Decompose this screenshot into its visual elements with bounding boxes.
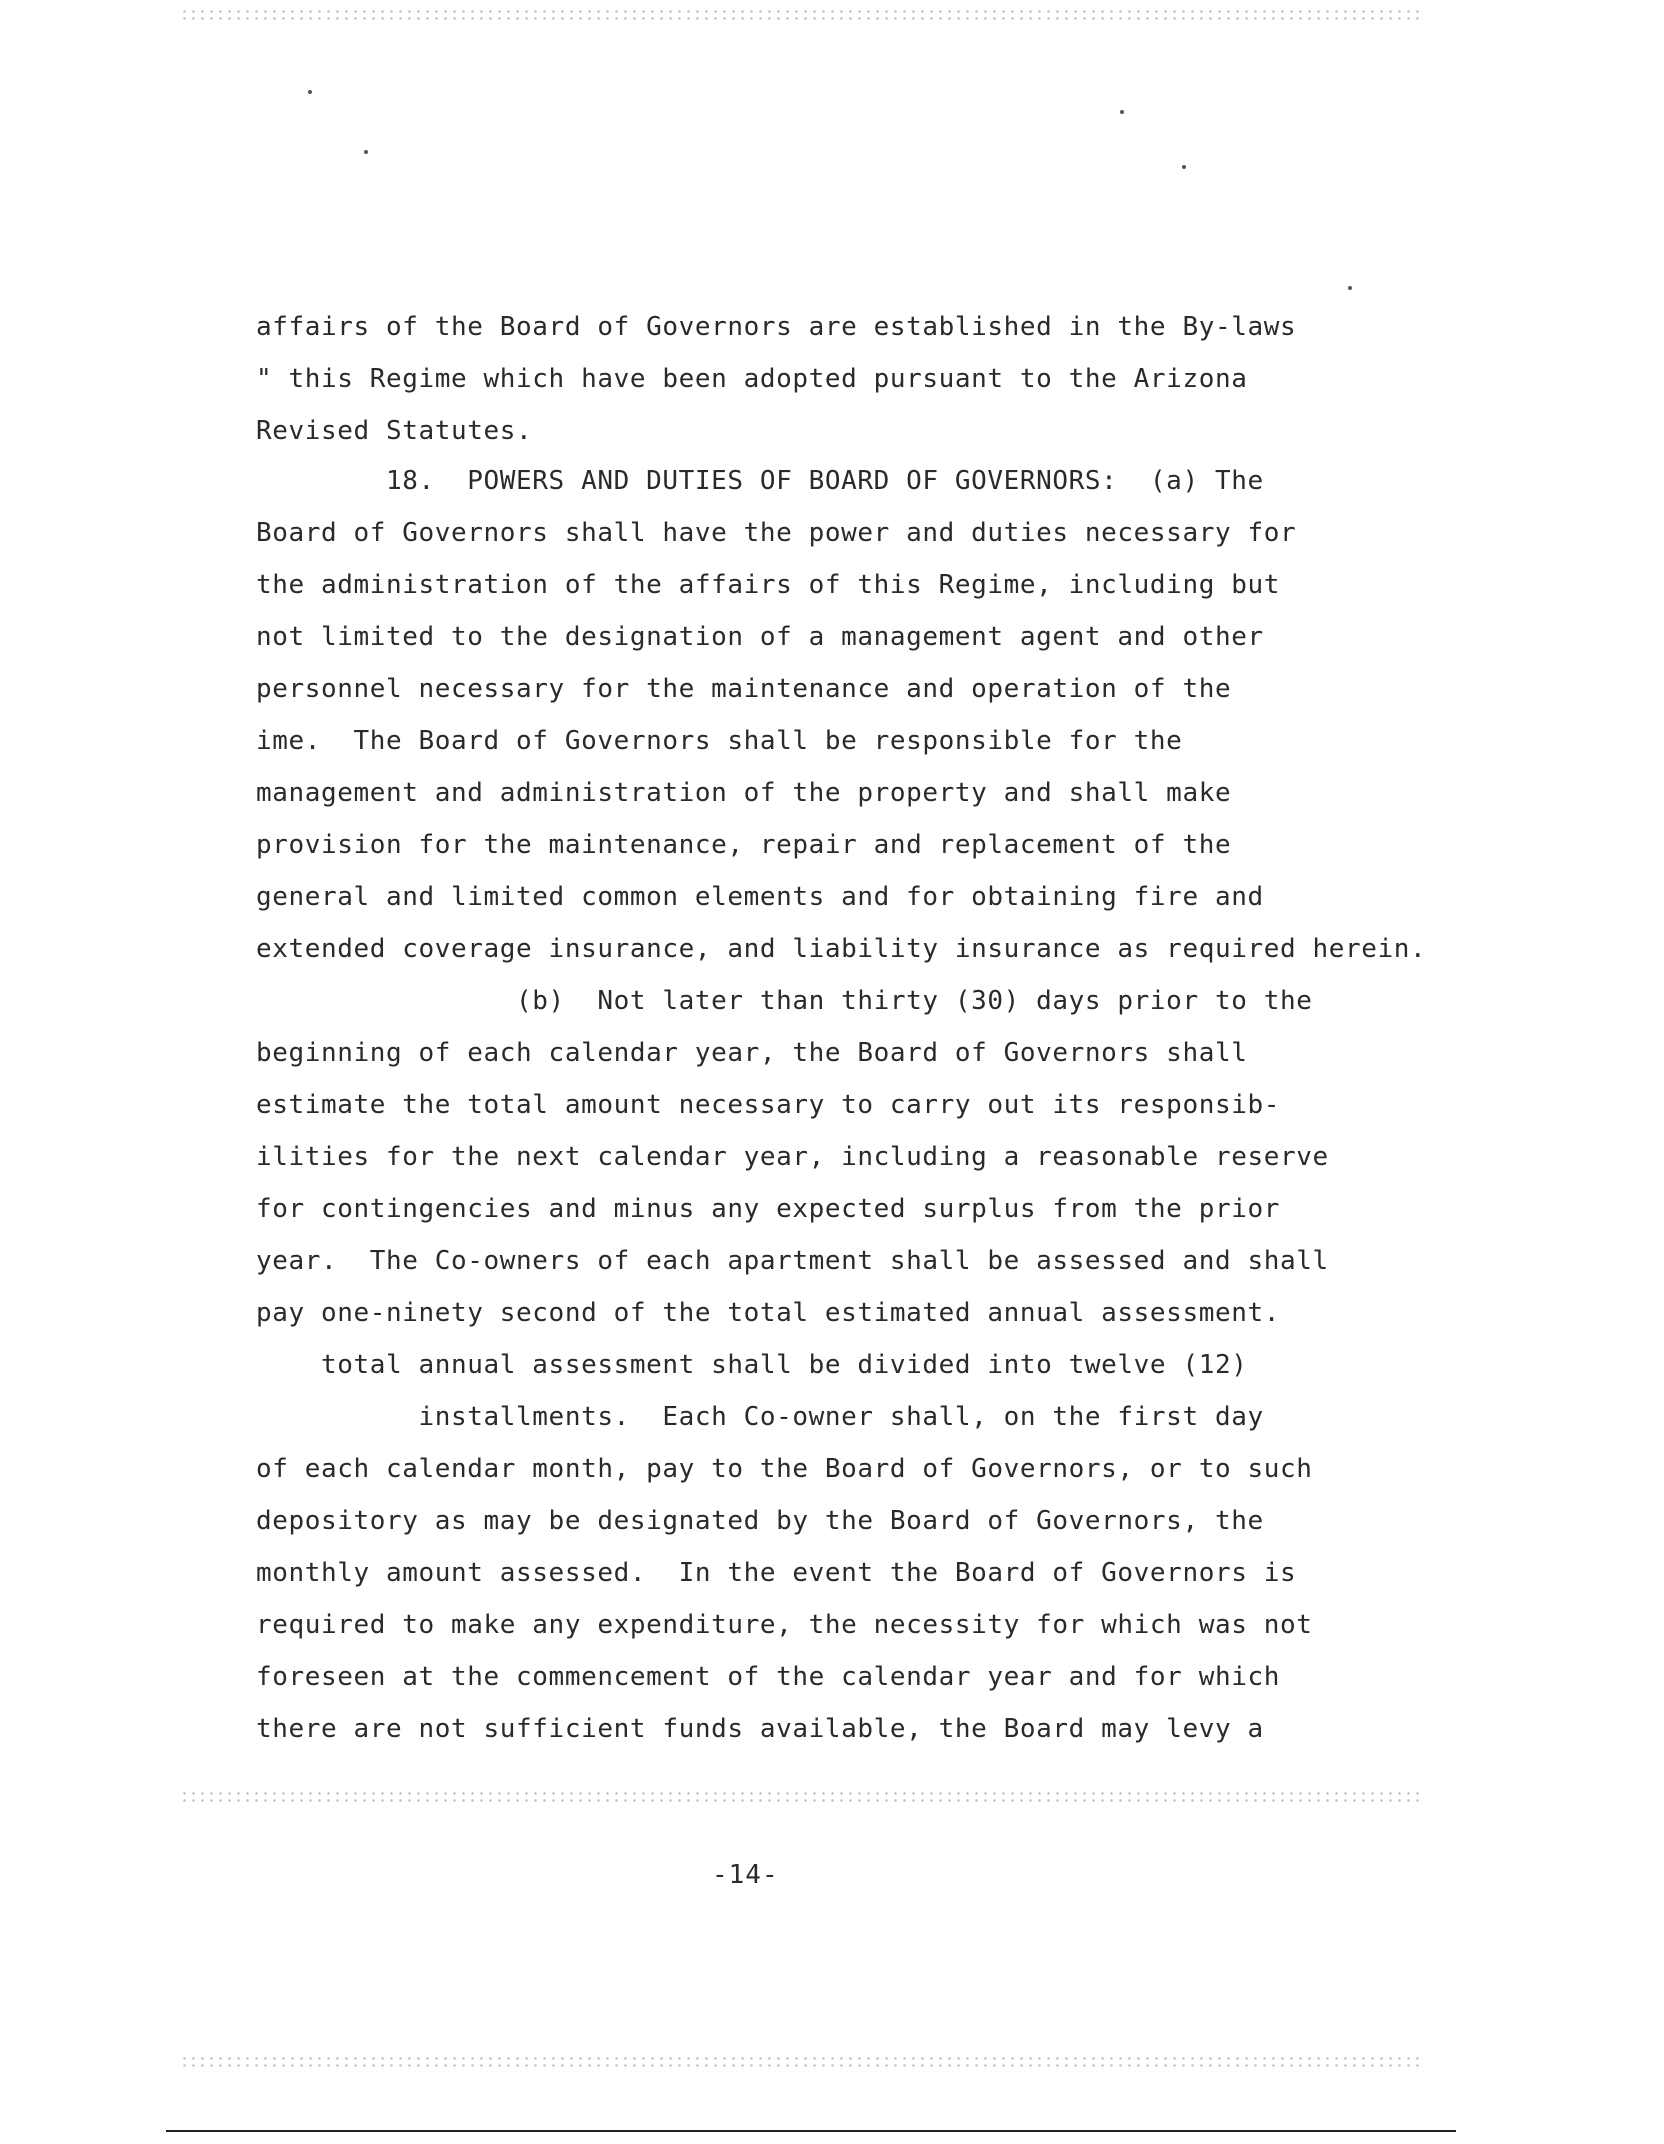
text-line: estimate the total amount necessary to carry out its responsib- bbox=[256, 1090, 1280, 1120]
text-line: year. The Co-owners of each apartment shall be assessed and shall bbox=[256, 1246, 1329, 1276]
text-line: ime. The Board of Governors shall be responsible for the bbox=[256, 726, 1183, 756]
scan-noise-lower bbox=[180, 1790, 1420, 1804]
scan-speck bbox=[1182, 165, 1186, 169]
bottom-rule bbox=[166, 2130, 1456, 2132]
text-line: not limited to the designation of a management agent and other bbox=[256, 622, 1264, 652]
text-line: depository as may be designated by the Board of Governors, the bbox=[256, 1506, 1264, 1536]
scan-speck bbox=[1120, 110, 1124, 114]
text-line: ilities for the next calendar year, including a reasonable reserve bbox=[256, 1142, 1329, 1172]
scan-noise-top bbox=[180, 8, 1420, 22]
scan-speck bbox=[1348, 286, 1352, 290]
scan-speck bbox=[364, 150, 368, 154]
scan-speck bbox=[308, 90, 312, 94]
text-line: beginning of each calendar year, the Board of Governors shall bbox=[256, 1038, 1248, 1068]
text-line: for contingencies and minus any expected surplus from the prior bbox=[256, 1194, 1280, 1224]
text-line: personnel necessary for the maintenance and operation of the bbox=[256, 674, 1232, 704]
text-line: affairs of the Board of Governors are established in the By-laws bbox=[256, 312, 1297, 342]
text-line: of each calendar month, pay to the Board of Governors, or to such bbox=[256, 1454, 1313, 1484]
text-line: installments. Each Co-owner shall, on the first day bbox=[256, 1402, 1264, 1432]
text-line: Revised Statutes. bbox=[256, 416, 533, 446]
text-line: Board of Governors shall have the power and duties necessary for bbox=[256, 518, 1297, 548]
text-line: required to make any expenditure, the necessity for which was not bbox=[256, 1610, 1313, 1640]
text-line: pay one-ninety second of the total estimated annual assessment. bbox=[256, 1298, 1280, 1328]
text-line: extended coverage insurance, and liability insurance as required herein. bbox=[256, 934, 1427, 964]
scan-noise-bottom bbox=[180, 2055, 1420, 2069]
page-number: -14- bbox=[712, 1860, 779, 1890]
subsection-start: (b) Not later than thirty (30) days prior to the bbox=[256, 986, 1313, 1016]
section-heading: 18. POWERS AND DUTIES OF BOARD OF GOVERNORS: (a) The bbox=[256, 466, 1264, 496]
text-line: foreseen at the commencement of the calendar year and for which bbox=[256, 1662, 1280, 1692]
text-line: provision for the maintenance, repair and replacement of the bbox=[256, 830, 1232, 860]
text-line: monthly amount assessed. In the event the Board of Governors is bbox=[256, 1558, 1297, 1588]
text-line: total annual assessment shall be divided into twelve (12) bbox=[256, 1350, 1248, 1380]
text-line: the administration of the affairs of this Regime, including but bbox=[256, 570, 1280, 600]
text-line: there are not sufficient funds available, the Board may levy a bbox=[256, 1714, 1264, 1744]
text-line: " this Regime which have been adopted pursuant to the Arizona bbox=[256, 364, 1248, 394]
text-line: general and limited common elements and for obtaining fire and bbox=[256, 882, 1264, 912]
text-line: management and administration of the property and shall make bbox=[256, 778, 1232, 808]
